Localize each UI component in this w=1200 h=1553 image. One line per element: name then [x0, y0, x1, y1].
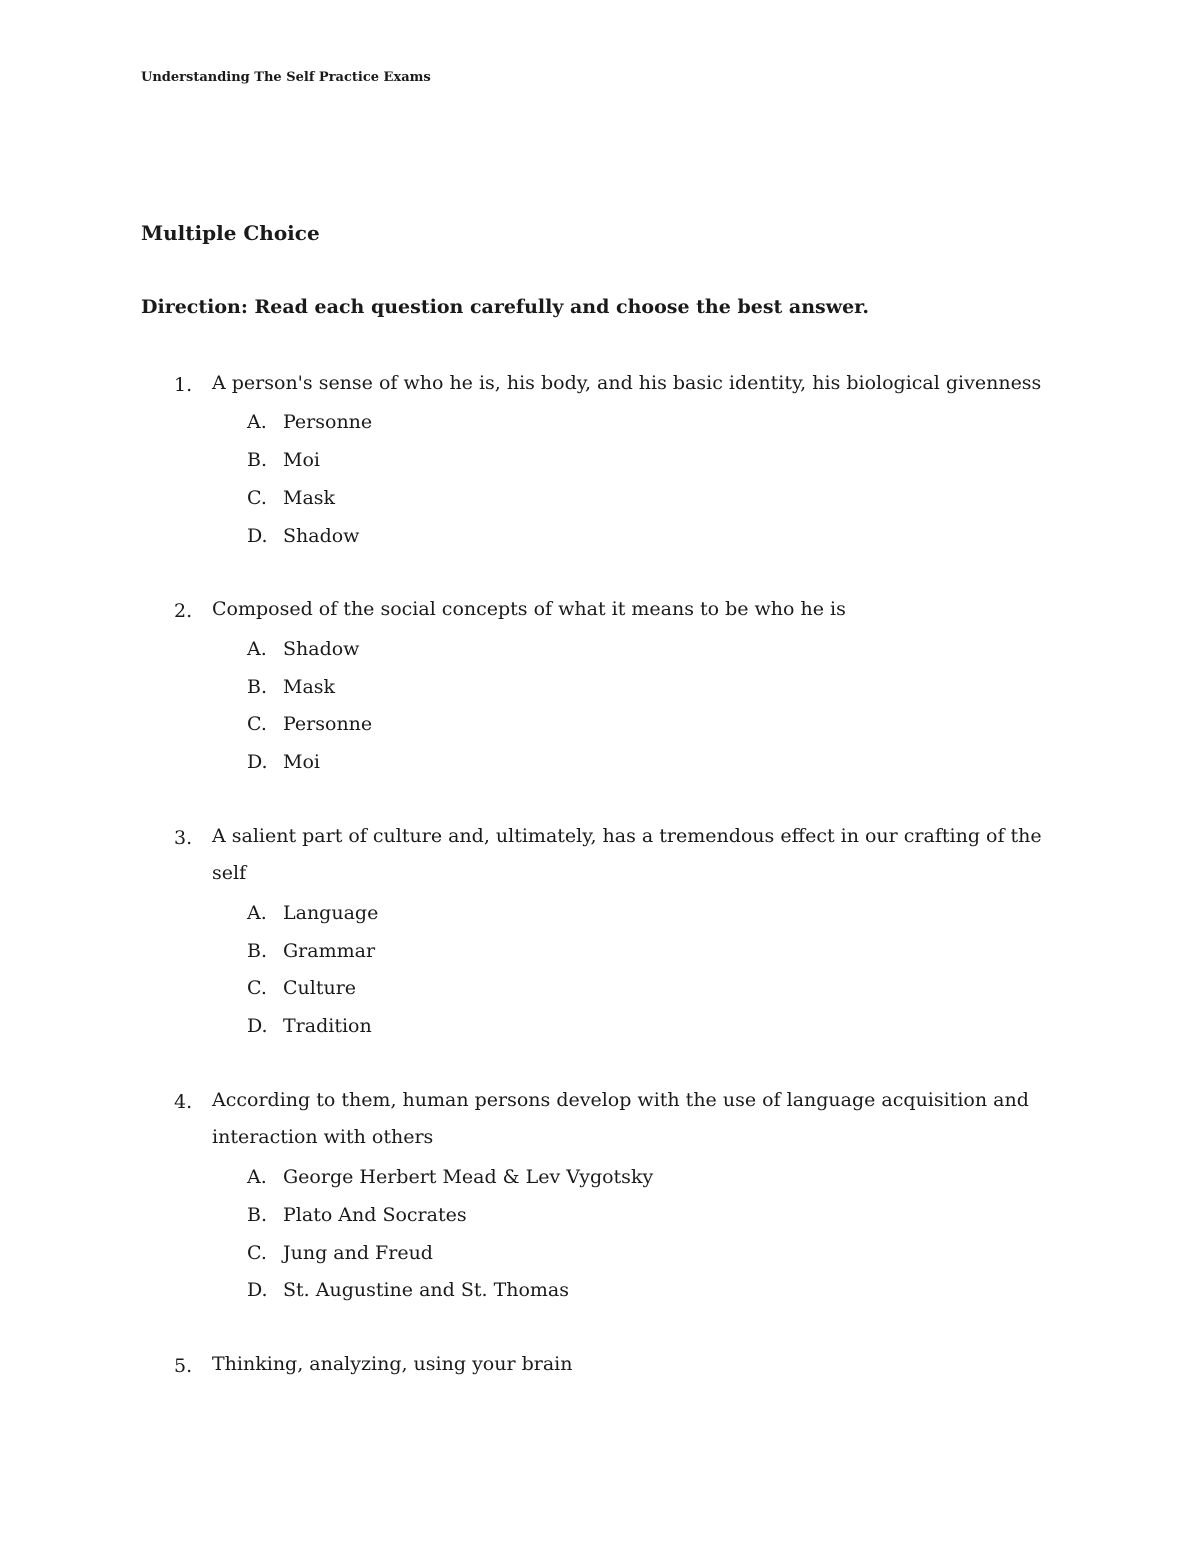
option-letter: B.	[247, 1204, 268, 1226]
option-letter: D.	[247, 751, 268, 773]
option-text: Shadow	[283, 638, 360, 660]
option-text: Shadow	[283, 525, 360, 547]
question-number: 5.	[174, 1355, 193, 1377]
option-letter: A.	[247, 638, 267, 660]
page-header: Understanding The Self Practice Exams	[141, 70, 431, 85]
option-text: Grammar	[283, 940, 376, 962]
question-text: Composed of the social concepts of what it means to be who he is	[212, 598, 846, 620]
question-text: According to them, human persons develop with the use of language acquisition and interaction with others	[212, 1089, 1029, 1148]
option-letter: B.	[247, 940, 268, 962]
option-letter: A.	[247, 411, 267, 433]
option-letter: C.	[247, 487, 267, 509]
option-text: Plato And Socrates	[283, 1204, 467, 1226]
option-text: Mask	[283, 487, 336, 509]
question-number: 2.	[174, 600, 193, 622]
question-text: Thinking, analyzing, using your brain	[212, 1353, 573, 1375]
option-letter: D.	[247, 1015, 268, 1037]
option-letter: D.	[247, 525, 268, 547]
option-text: Personne	[283, 713, 373, 735]
option-letter: B.	[247, 676, 268, 698]
section-title: Multiple Choice	[141, 221, 320, 245]
question-number: 1.	[174, 374, 193, 396]
option-text: Moi	[283, 449, 320, 471]
option-text: Mask	[283, 676, 336, 698]
option-text: Culture	[283, 977, 357, 999]
option-text: Moi	[283, 751, 320, 773]
question-text: A salient part of culture and, ultimately, has a tremendous effect in our crafting of the self	[212, 825, 1042, 884]
option-text: Language	[283, 902, 379, 924]
option-letter: B.	[247, 449, 268, 471]
direction-text: Direction: Read each question carefully and choose the best answer.	[141, 296, 870, 318]
option-letter: C.	[247, 977, 267, 999]
question-text: A person's sense of who he is, his body, and his basic identity, his biological givenness	[212, 372, 1042, 394]
option-letter: A.	[247, 902, 267, 924]
option-text: St. Augustine and St. Thomas	[283, 1279, 570, 1301]
question-number: 3.	[174, 827, 193, 849]
question-number: 4.	[174, 1091, 193, 1113]
option-letter: C.	[247, 713, 267, 735]
option-letter: A.	[247, 1166, 267, 1188]
option-letter: C.	[247, 1242, 267, 1264]
option-text: Tradition	[283, 1015, 372, 1037]
option-text: Personne	[283, 411, 373, 433]
option-text: George Herbert Mead & Lev Vygotsky	[283, 1166, 654, 1188]
option-text: Jung and Freud	[283, 1242, 433, 1264]
option-letter: D.	[247, 1279, 268, 1301]
